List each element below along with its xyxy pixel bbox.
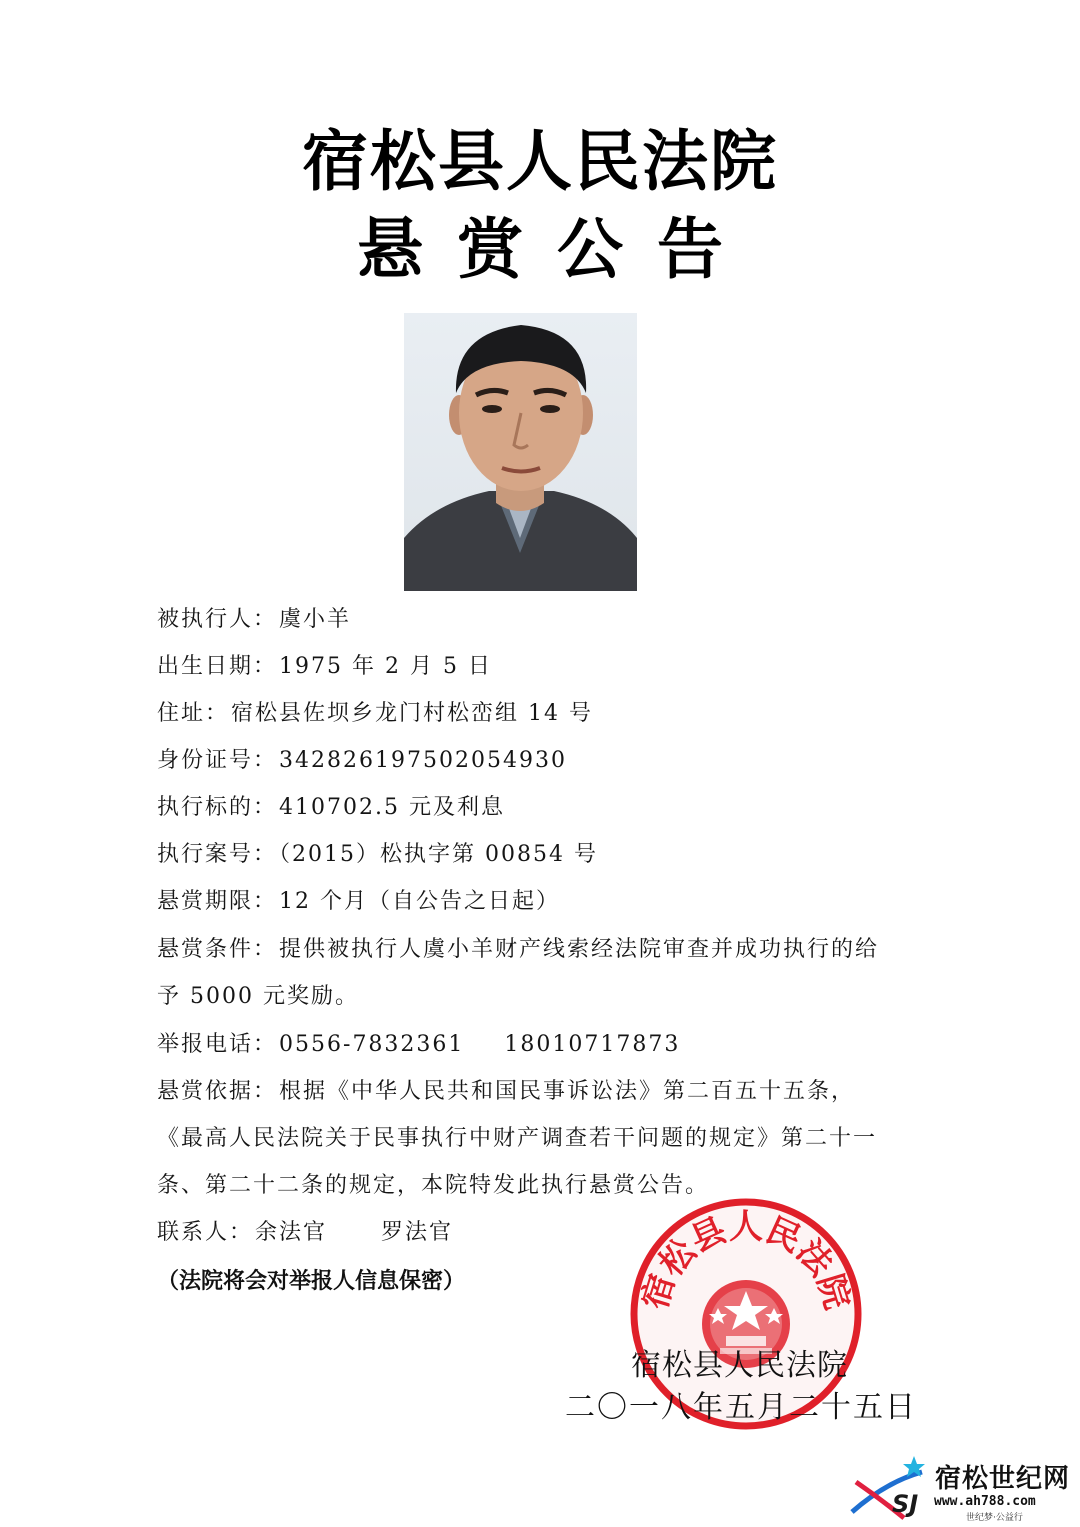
- reward-basis-text-2: 《最高人民法院关于民事执行中财产调查若干问题的规定》第二十一: [157, 1126, 878, 1151]
- address-label: 住址：: [157, 701, 230, 726]
- reward-basis-text-1: 根据《中华人民共和国民事诉讼法》第二百五十五条，: [279, 1079, 856, 1104]
- reward-basis-line-1: [157, 1077, 855, 1107]
- contact-person-1: 余法官: [255, 1220, 328, 1245]
- contact-line: [157, 1218, 453, 1248]
- id-number: 342826197502054930: [279, 748, 567, 773]
- reward-basis-text-3: 条、第二十二条的规定，本院特发此执行悬赏公告。: [157, 1173, 710, 1198]
- reward-conditions-label: 悬赏条件：: [157, 937, 278, 962]
- amount-line: [157, 793, 505, 823]
- amount: 410702.5 元及利息: [279, 795, 505, 820]
- signature-org: 宿松县人民法院: [631, 1348, 848, 1383]
- reward-conditions-text-2: 予 5000 元奖励。: [157, 984, 359, 1009]
- case-number: （2015）松执字第 00854 号: [279, 842, 598, 867]
- report-phone-2: 18010717873: [504, 1032, 681, 1057]
- reward-basis-line-3: [157, 1171, 709, 1201]
- report-phone-1: 0556-7832361: [279, 1032, 465, 1057]
- case-number-line: [157, 840, 598, 870]
- reward-basis-label: 悬赏依据：: [157, 1079, 278, 1104]
- site-name: 宿松世纪网: [935, 1464, 1071, 1494]
- birth-date-line: [157, 652, 492, 682]
- address: 宿松县佐坝乡龙门村松峦组 14 号: [231, 701, 593, 726]
- reward-period-label: 悬赏期限：: [157, 889, 278, 914]
- contact-person-2: 罗法官: [381, 1220, 454, 1245]
- reward-conditions-text-1: 提供被执行人虞小羊财产线索经法院审查并成功执行的给: [279, 937, 880, 962]
- privacy-note: （法院将会对举报人信息保密）: [157, 1269, 466, 1294]
- person-name: 虞小羊: [279, 607, 352, 632]
- id-number-line: [157, 746, 567, 776]
- person-photo: [404, 313, 637, 591]
- signature-date: 二〇一八年五月二十五日: [565, 1390, 917, 1425]
- birth-date-label: 出生日期：: [157, 654, 278, 679]
- site-url: www.ah788.com: [934, 1494, 1036, 1509]
- contact-label: 联系人：: [157, 1220, 254, 1245]
- reward-period-line: [157, 887, 560, 917]
- report-phone-line: [157, 1030, 680, 1060]
- reward-basis-line-2: [157, 1124, 877, 1154]
- reward-conditions-line-1: [157, 935, 879, 965]
- site-slogan: 世纪梦·公益行: [966, 1513, 1023, 1523]
- page-title: 宿松县人民法院: [302, 123, 778, 200]
- reward-period: 12 个月（自公告之日起）: [279, 889, 561, 914]
- notice-subtitle: 悬赏公告: [357, 211, 757, 288]
- case-number-label: 执行案号：: [157, 842, 278, 867]
- amount-label: 执行标的：: [157, 795, 278, 820]
- reward-conditions-line-2: [157, 982, 359, 1012]
- person-name-label: 被执行人：: [157, 607, 278, 632]
- svg-text:SJ: SJ: [892, 1490, 919, 1518]
- birth-date: 1975 年 2 月 5 日: [279, 654, 492, 679]
- person-name-line: [157, 605, 351, 635]
- id-number-label: 身份证号：: [157, 748, 278, 773]
- report-phone-label: 举报电话：: [157, 1032, 278, 1057]
- svg-text:宿松县人民法院: 宿松县人民法院: [634, 1207, 858, 1314]
- address-line: [157, 699, 593, 729]
